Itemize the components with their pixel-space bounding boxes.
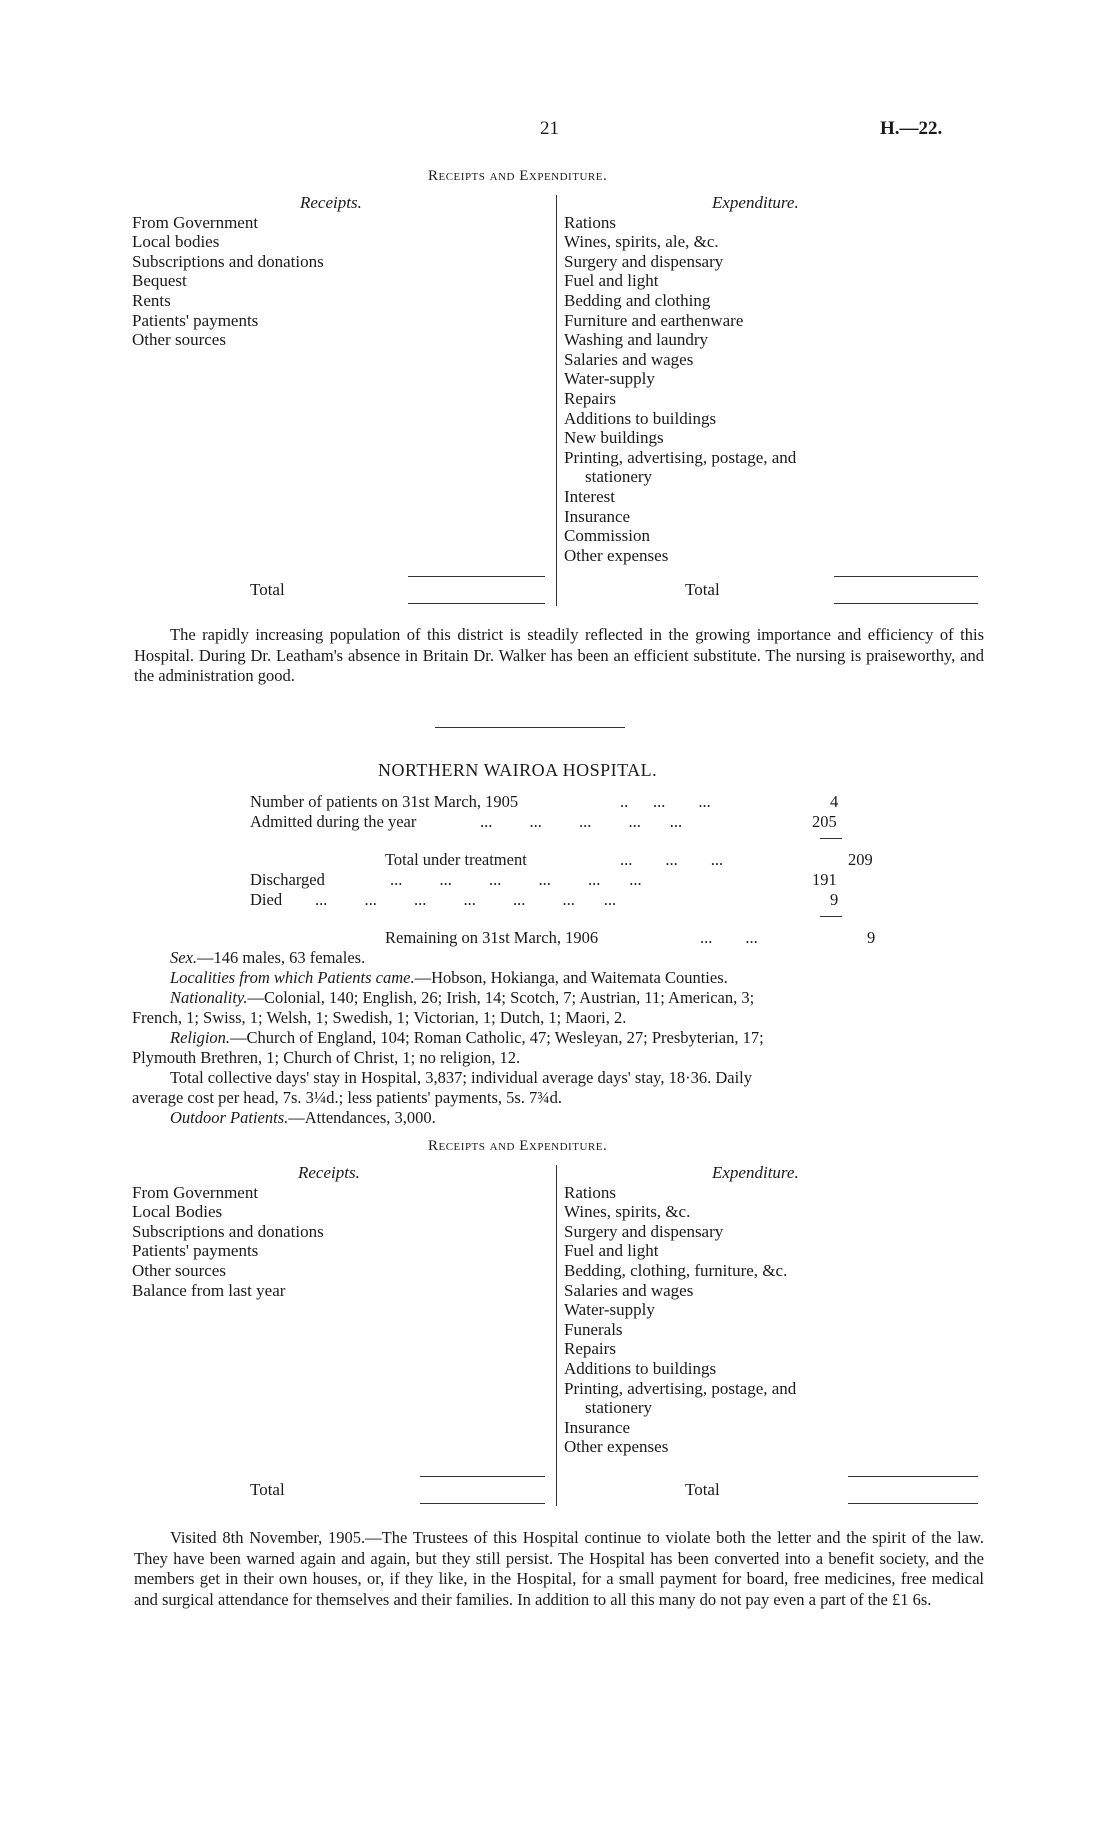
section1-commentary: The rapidly increasing population of this district is steadily reflected in the growing importance and efficiency of this Hospital. During Dr. Leatham's absence in Britain Dr. Walker has been an efficient substitute. The nursing is praiseworthy, and the administration good. (134, 625, 984, 685)
section1-title: Receipts and Expenditure. (428, 168, 608, 184)
section1-expenditure-total-rule (834, 576, 978, 577)
stay-line2: average cost per head, 7s. 3¼d.; less patients' payments, 5s. 7¾d. (132, 1088, 563, 1107)
section1-expenditure-total-underline (834, 603, 978, 604)
section1-receipt-label: Rents (132, 291, 171, 310)
section2-commentary: Visited 8th November, 1905.—The Trustees of this Hospital continue to violate both the letter and the spirit of the law. They have been warned again and again, but they still persist. The Hospital has been converted into a benefit society, and the members get in their own houses, or, if they like, in the Hospital, for a small payment for board, free medicines, free medical and surgical attendance for themselves and their families. In addition to all this many do not pay even a part of the £1 6s. (134, 1528, 984, 1609)
section1-expenditure-label: Washing and laundry (564, 330, 709, 350)
stat-discharged: 191 (812, 870, 837, 889)
section1-expenditure-label: Interest (564, 487, 615, 506)
section1-expenditure-total-label: Total (685, 580, 720, 599)
localities-text: —Hobson, Hokianga, and Waitemata Counties. (414, 968, 728, 987)
section-divider (435, 727, 625, 728)
section2-expenditure-total-underline (848, 1503, 978, 1504)
stat-total-label: Total under treatment (385, 850, 527, 869)
stat-remaining-label: Remaining on 31st March, 1906 (385, 928, 599, 947)
section1-expenditure-label: Insurance (564, 506, 631, 526)
section1-receipts-heading: Receipts. (300, 193, 362, 212)
section1-expenditure-label: Printing, advertising, postage, and (564, 447, 797, 467)
page-number: 21 (540, 118, 559, 139)
section1-receipts-total-underline (408, 603, 545, 604)
section1-expenditure-label: stationery (585, 467, 653, 487)
section2-receipt-label: Balance from last year (132, 1280, 286, 1300)
section2-table-title: Receipts and Expenditure. (428, 1138, 608, 1154)
stat-died-label: Died (250, 890, 283, 909)
section1-expenditure-label: Water-supply (564, 369, 655, 389)
section1-expenditure-label: Surgery and dispensary (564, 251, 724, 271)
section2-receipt-label: From Government (132, 1182, 259, 1202)
section1-expenditure-label: Additions to buildings (564, 408, 717, 428)
section2-title: NORTHERN WAIROA HOSPITAL. (378, 760, 658, 780)
section1-receipt-label: Bequest (132, 271, 187, 291)
section1-receipt-label: Patients' payments (132, 310, 259, 330)
section2-expenditure-label: Repairs (564, 1339, 616, 1359)
religion-line1: —Church of England, 104; Roman Catholic, 47; Wesleyan, 27; Presbyterian, 17; (230, 1028, 764, 1047)
section2-expenditure-label: Insurance (564, 1417, 631, 1437)
section2-expenditure-label: Rations (564, 1182, 616, 1202)
section2-expenditure-total-label: Total (685, 1480, 720, 1499)
section2-expenditure-label: Bedding, clothing, furniture, &c. (564, 1261, 788, 1280)
section1-expenditure-label: Repairs (564, 389, 616, 408)
section2-expenditure-label: Surgery and dispensary (564, 1221, 724, 1241)
section1-expenditure-label: Wines, spirits, ale, &c. (564, 232, 719, 252)
section2-expenditure-label: Additions to buildings (564, 1359, 717, 1378)
sex-text: —146 males, 63 females. (197, 948, 366, 967)
section2-expenditure-label: Wines, spirits, &c. (564, 1202, 691, 1222)
section2-expenditure-heading: Expenditure. (712, 1163, 799, 1182)
stat-died: 9 (830, 890, 839, 909)
stat-total: 209 (848, 850, 873, 869)
religion-line2: Plymouth Brethren, 1; Church of Christ, 1; no religion, 12. (132, 1048, 521, 1067)
section2-receipt-label: Patients' payments (132, 1241, 259, 1261)
section1-expenditure-heading: Expenditure. (712, 193, 799, 212)
section2-receipts-total-rule (420, 1476, 545, 1477)
outdoor-text: —Attendances, 3,000. (288, 1108, 436, 1127)
section1-expenditure-label: Commission (564, 526, 650, 546)
section1-expenditure-label: Salaries and wages (564, 349, 694, 369)
nationality-label: Nationality. (170, 988, 248, 1007)
sex-label: Sex. (170, 948, 198, 967)
section1-expenditure-label: Fuel and light (564, 271, 659, 291)
section2-expenditure-total-rule (848, 1476, 978, 1477)
nationality-line2: French, 1; Swiss, 1; Welsh, 1; Swedish, 1; Victorian, 1; Dutch, 1; Maori, 2. (132, 1008, 627, 1027)
stat-admitted: 205 (812, 812, 837, 831)
section2-receipt-label: Subscriptions and donations (132, 1221, 324, 1241)
section1-column-divider (556, 195, 557, 606)
section2-receipt-label: Other sources (132, 1261, 226, 1280)
section1-expenditure-label: Other expenses (564, 545, 669, 565)
section2-expenditure-label: Water-supply (564, 1300, 655, 1320)
section1-receipt-label: From Government (132, 212, 259, 232)
section1-expenditure-label: Bedding and clothing (564, 291, 711, 310)
section2-expenditure-label: Fuel and light (564, 1241, 659, 1261)
section1-expenditure-label: Furniture and earthenware (564, 310, 744, 330)
section2-expenditure-label: stationery (585, 1398, 653, 1418)
section2-expenditure-label: Funerals (564, 1319, 623, 1339)
stat-discharged-label: Discharged (250, 870, 325, 889)
section1-expenditure-label: Rations (564, 212, 616, 232)
section2-expenditure-label: Salaries and wages (564, 1280, 694, 1300)
section2-receipt-label: Local Bodies (132, 1202, 223, 1222)
section1-receipt-label: Local bodies (132, 232, 220, 252)
section2-receipts-total-underline (420, 1503, 545, 1504)
section1-receipts-total-rule (408, 576, 545, 577)
section2-column-divider (556, 1165, 557, 1506)
section2-expenditure-label: Printing, advertising, postage, and (564, 1378, 797, 1398)
religion-label: Religion. (170, 1028, 231, 1047)
section1-receipts-total-label: Total (250, 580, 285, 599)
section2-receipts-total-label: Total (250, 1480, 285, 1499)
section1-receipt-label: Other sources (132, 330, 226, 350)
stat-admitted-label: Admitted during the year (250, 812, 417, 831)
outdoor-label: Outdoor Patients. (170, 1108, 289, 1127)
stat-remaining: 9 (867, 928, 876, 947)
stat-patients-1905: 4 (830, 792, 839, 811)
report-code: H.—22. (880, 118, 943, 139)
nationality-line1: —Colonial, 140; English, 26; Irish, 14; Scotch, 7; Austrian, 11; American, 3; (247, 988, 755, 1007)
section1-receipt-label: Subscriptions and donations (132, 251, 324, 271)
stay-line1: Total collective days' stay in Hospital, 3,837; individual average days' stay, 18·36. Daily (170, 1068, 753, 1087)
localities-label: Localities from which Patients came. (170, 968, 415, 987)
section1-expenditure-label: New buildings (564, 428, 664, 448)
stat-patients-1905-label: Number of patients on 31st March, 1905 (250, 792, 519, 811)
section2-receipts-heading: Receipts. (298, 1163, 360, 1182)
section2-expenditure-label: Other expenses (564, 1437, 669, 1457)
